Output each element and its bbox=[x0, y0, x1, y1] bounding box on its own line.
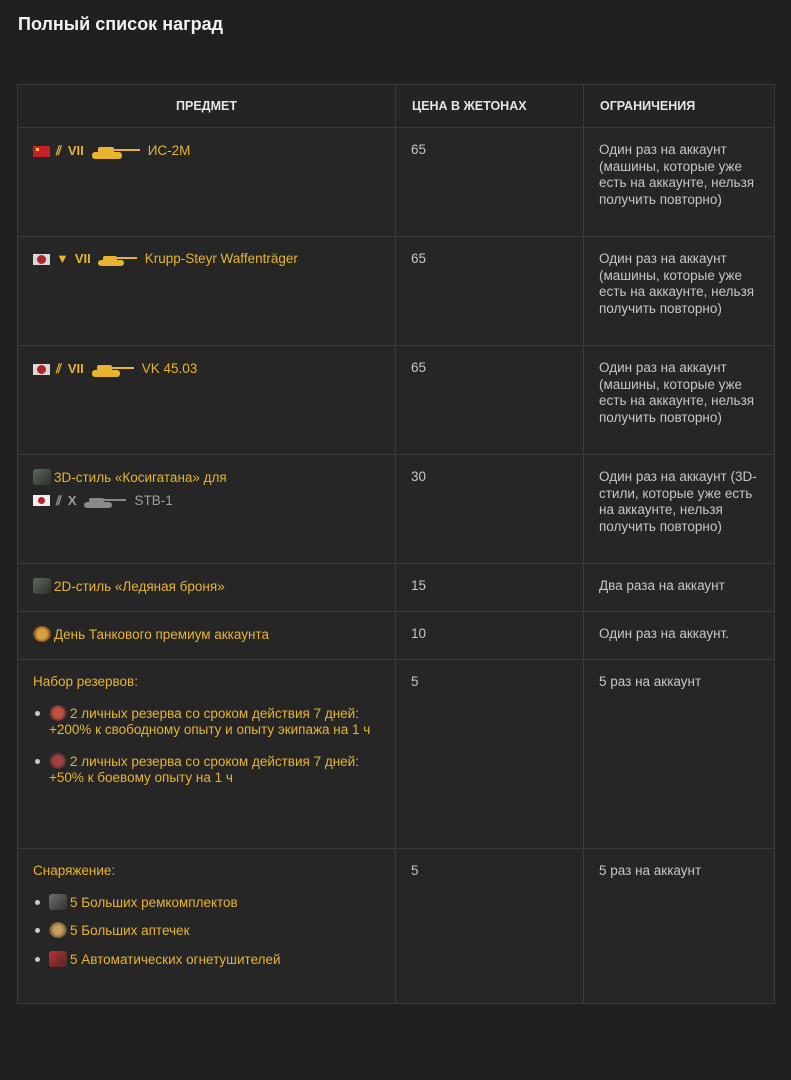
table-row bbox=[18, 237, 775, 346]
equipment-label[interactable]: 5 Автоматических огнетушителей bbox=[70, 951, 281, 967]
premium-label[interactable]: День Танкового премиум аккаунта bbox=[54, 627, 269, 642]
vehicle-name: Krupp-Steyr Waffenträger bbox=[144, 251, 298, 266]
2d-style-icon bbox=[33, 578, 51, 594]
price-cell: 5 bbox=[396, 660, 584, 849]
table-row bbox=[18, 612, 775, 660]
japan-flag-icon bbox=[33, 495, 50, 506]
list-item bbox=[49, 951, 380, 969]
page-title: Полный список наград bbox=[18, 14, 224, 34]
reserve-label[interactable]: 2 личных резерва со сроком действия 7 дней: +50% к боевому опыту на 1 ч bbox=[49, 753, 359, 785]
tank-silhouette-icon bbox=[90, 142, 142, 160]
fire-extinguisher-icon bbox=[49, 951, 67, 967]
style-label: 3D-стиль «Косигатана» для bbox=[54, 470, 227, 485]
item-cell bbox=[18, 564, 396, 612]
item-cell bbox=[18, 455, 396, 564]
rewards-table bbox=[17, 84, 775, 1004]
table-row bbox=[18, 849, 775, 1004]
limit-cell: Два раза на аккаунт bbox=[584, 564, 775, 612]
tank-silhouette-icon bbox=[97, 251, 139, 267]
vehicle-link[interactable] bbox=[33, 493, 380, 510]
tier-label: VII bbox=[67, 360, 84, 376]
equipment-heading: Снаряжение: bbox=[33, 863, 116, 878]
item-cell bbox=[18, 660, 396, 849]
table-row bbox=[18, 346, 775, 455]
price-cell: 65 bbox=[396, 237, 584, 346]
item-cell bbox=[18, 237, 396, 346]
table-row bbox=[18, 660, 775, 849]
limit-cell: Один раз на аккаунт (машины, которые уже есть на аккаунте, нельзя получить повторно) bbox=[584, 128, 775, 237]
reserve-label[interactable]: 2 личных резерва со сроком действия 7 дней: +200% к свободному опыту и опыту экипажа на 1 ч bbox=[49, 705, 371, 737]
limit-cell: Один раз на аккаунт (машины, которые уже есть на аккаунте, нельзя получить повторно) bbox=[584, 237, 775, 346]
tier-label: VII bbox=[74, 251, 91, 266]
price-cell: 65 bbox=[396, 346, 584, 455]
medium-tank-class-icon: ⫽ bbox=[56, 492, 62, 508]
vehicle-name: ИС-2М bbox=[147, 142, 191, 158]
item-cell bbox=[18, 128, 396, 237]
item-cell bbox=[18, 612, 396, 660]
item-cell bbox=[18, 849, 396, 1004]
list-item bbox=[49, 705, 380, 739]
table-row bbox=[18, 455, 775, 564]
price-cell: 5 bbox=[396, 849, 584, 1004]
personal-reserve-icon bbox=[49, 705, 67, 721]
limit-cell: 5 раз на аккаунт bbox=[584, 660, 775, 849]
td-class-icon: ▼ bbox=[56, 251, 69, 266]
germany-flag-icon bbox=[33, 254, 50, 265]
repair-kit-icon bbox=[49, 894, 67, 910]
tank-silhouette-icon bbox=[82, 493, 128, 509]
equipment-label[interactable]: 5 Больших ремкомплектов bbox=[70, 894, 238, 910]
germany-flag-icon bbox=[33, 364, 50, 375]
personal-reserve-icon bbox=[49, 753, 67, 769]
item-cell bbox=[18, 346, 396, 455]
ussr-flag-icon bbox=[33, 146, 50, 157]
style-label[interactable]: 2D-стиль «Ледяная броня» bbox=[54, 579, 225, 594]
price-cell: 10 bbox=[396, 612, 584, 660]
vehicle-link[interactable] bbox=[33, 142, 380, 160]
table-header-row bbox=[18, 85, 775, 128]
tank-silhouette-icon bbox=[90, 360, 136, 378]
tier-label: VII bbox=[67, 142, 84, 158]
price-cell: 30 bbox=[396, 455, 584, 564]
limit-cell: Один раз на аккаунт (машины, которые уже есть на аккаунте, нельзя получить повторно) bbox=[584, 346, 775, 455]
limit-cell: Один раз на аккаунт. bbox=[584, 612, 775, 660]
list-item bbox=[49, 753, 380, 787]
equipment-label[interactable]: 5 Больших аптечек bbox=[70, 923, 190, 938]
first-aid-kit-icon bbox=[49, 922, 67, 938]
table-row bbox=[18, 564, 775, 612]
heavy-tank-class-icon: ⫽ bbox=[56, 360, 62, 376]
premium-account-icon bbox=[33, 626, 51, 642]
list-item bbox=[49, 922, 380, 940]
header-limit: ОГРАНИЧЕНИЯ bbox=[584, 85, 775, 128]
limit-cell: Один раз на аккаунт (3D-стили, которые уже есть на аккаунте, нельзя получить повторно) bbox=[584, 455, 775, 564]
vehicle-name: STB-1 bbox=[134, 492, 173, 508]
vehicle-name: VK 45.03 bbox=[141, 360, 198, 376]
header-item: ПРЕДМЕТ bbox=[18, 85, 396, 128]
header-price: ЦЕНА В ЖЕТОНАХ bbox=[396, 85, 584, 128]
vehicle-link[interactable] bbox=[33, 360, 380, 378]
price-cell: 15 bbox=[396, 564, 584, 612]
style-link[interactable] bbox=[33, 469, 380, 487]
price-cell: 65 bbox=[396, 128, 584, 237]
limit-cell: 5 раз на аккаунт bbox=[584, 849, 775, 1004]
heavy-tank-class-icon: ⫽ bbox=[56, 142, 62, 158]
table-row bbox=[18, 128, 775, 237]
list-item bbox=[49, 894, 380, 912]
vehicle-link[interactable] bbox=[33, 251, 380, 268]
3d-style-icon bbox=[33, 469, 51, 485]
reserves-heading: Набор резервов: bbox=[33, 674, 138, 689]
tier-label: X bbox=[67, 492, 77, 508]
